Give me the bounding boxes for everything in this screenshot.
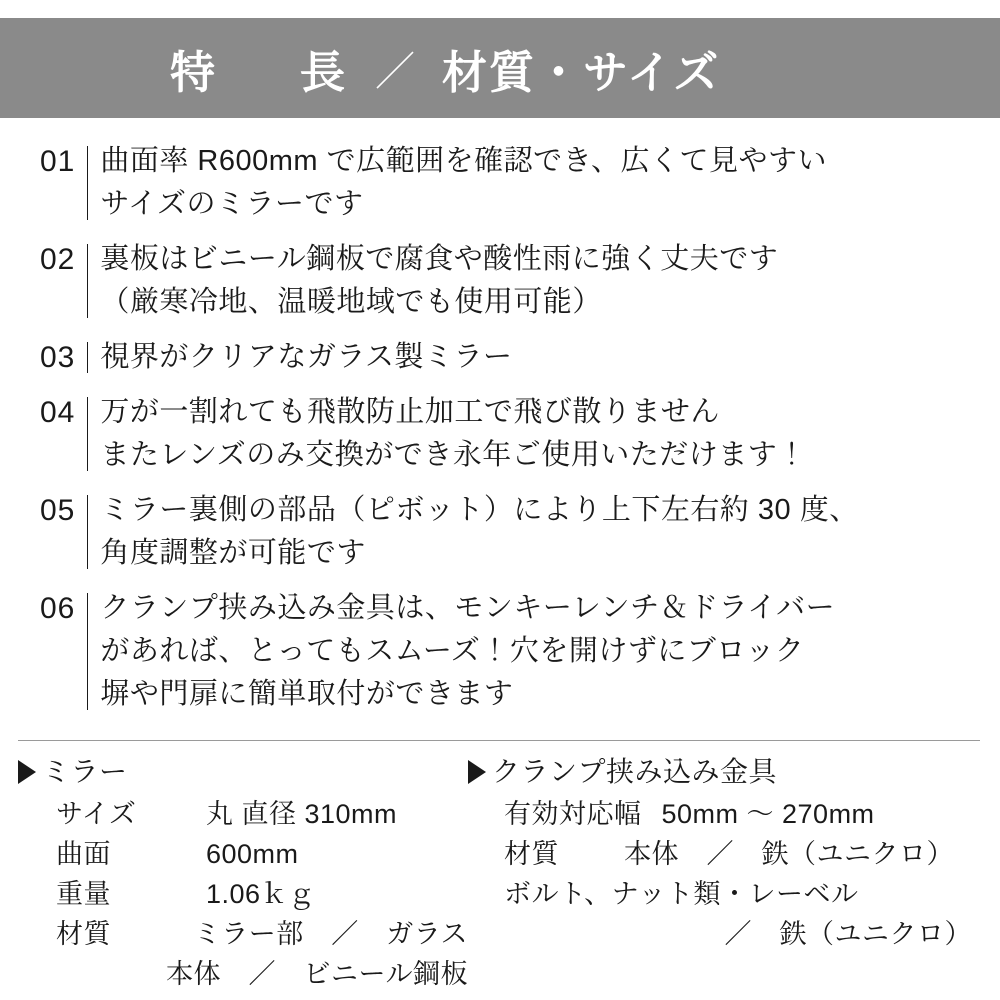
feature-text (100, 489, 970, 575)
feature-text-line: 角度調整が可能です (100, 537, 366, 569)
spec-label: 材質 (56, 919, 111, 949)
feature-item (40, 587, 970, 716)
spec-value: 丸 直径 310mm (206, 799, 398, 829)
spec-row (468, 874, 980, 914)
header-title-group (170, 36, 720, 101)
triangle-bullet-icon (18, 760, 36, 784)
header-band (0, 18, 1000, 118)
spec-value: 本体 ／ 鉄（ユニクロ） (624, 839, 954, 869)
spec-heading-label: クランプ挟み込み金具 (492, 756, 778, 787)
spec-value: ／ 鉄（ユニクロ） (724, 919, 972, 949)
feature-text (100, 238, 970, 324)
feature-divider-icon (87, 146, 88, 220)
spec-row (18, 794, 468, 834)
feature-number: 04 (40, 396, 76, 429)
spec-label: 重量 (56, 879, 111, 909)
triangle-bullet-icon (468, 760, 486, 784)
spec-row (18, 874, 468, 914)
section-divider (18, 740, 980, 741)
header-title-separator: ／ (375, 49, 417, 94)
spec-label: サイズ (56, 799, 137, 829)
spec-label: 材質 (504, 839, 559, 869)
feature-text-line: クランプ挟み込み金具は、モンキーレンチ＆ドライバー (100, 592, 836, 624)
spec-label (56, 954, 166, 994)
spec-label: 曲面 (56, 839, 111, 869)
spec-column-clamp (468, 752, 980, 994)
feature-item (40, 391, 970, 477)
feature-text-line: があれば、とってもスムーズ！穴を開けずにブロック (100, 635, 805, 667)
spec-value: 600mm (206, 839, 299, 869)
feature-list (40, 140, 970, 728)
header-title-primary: 特 長 (170, 46, 366, 98)
spec-row (18, 954, 468, 994)
spec-row (468, 834, 980, 874)
feature-text-line: サイズのミラーです (100, 188, 364, 220)
feature-text (100, 336, 970, 379)
feature-item (40, 336, 970, 379)
spec-row (18, 834, 468, 874)
feature-item (40, 489, 970, 575)
feature-number: 06 (40, 592, 76, 625)
feature-item (40, 140, 970, 226)
feature-number: 03 (40, 341, 76, 374)
spec-row-tail (468, 914, 980, 954)
feature-number: 01 (40, 145, 76, 178)
feature-text-line: 万が一割れても飛散防止加工で飛び散りません (100, 396, 720, 428)
feature-text-line: 塀や門扉に簡単取付ができます (100, 678, 514, 710)
spec-row (18, 914, 468, 954)
spec-value: 50mm ～ 270mm (661, 799, 875, 829)
feature-text-line: 視界がクリアなガラス製ミラー (100, 341, 513, 373)
spec-heading-mirror (18, 752, 468, 792)
feature-divider-icon (87, 495, 88, 569)
feature-text-line: 裏板はビニール鋼板で腐食や酸性雨に強く丈夫です (100, 243, 779, 275)
feature-text (100, 391, 970, 477)
spec-value: ミラー部 ／ ガラス (193, 919, 468, 949)
feature-text (100, 587, 970, 716)
feature-number: 02 (40, 243, 76, 276)
spec-value: ボルト、ナット類・レーベル (504, 879, 859, 909)
feature-divider-icon (87, 593, 88, 710)
feature-text-line: 曲面率 R600mm で広範囲を確認でき、広くて見やすい (100, 145, 827, 177)
spec-value: 本体 ／ ビニール鋼板 (166, 959, 468, 989)
feature-number: 05 (40, 494, 76, 527)
feature-divider-icon (87, 397, 88, 471)
spec-heading-label: ミラー (42, 756, 128, 787)
spec-column-mirror (18, 752, 468, 994)
feature-divider-icon (87, 244, 88, 318)
spec-row (468, 794, 980, 834)
feature-item (40, 238, 970, 324)
feature-text-line: またレンズのみ交換ができ永年ご使用いただけます！ (100, 439, 807, 471)
feature-divider-icon (87, 342, 88, 373)
feature-text (100, 140, 970, 226)
feature-text-line: ミラー裏側の部品（ピボット）により上下左右約 30 度、 (100, 494, 859, 526)
feature-text-line: （厳寒冷地、温暖地域でも使用可能） (100, 286, 602, 318)
header-title-secondary: 材質・サイズ (442, 46, 721, 98)
spec-label: 有効対応幅 (504, 799, 642, 829)
spec-value: 1.06ｋｇ (206, 879, 316, 909)
spec-section (18, 752, 980, 994)
spec-heading-clamp (468, 752, 980, 792)
